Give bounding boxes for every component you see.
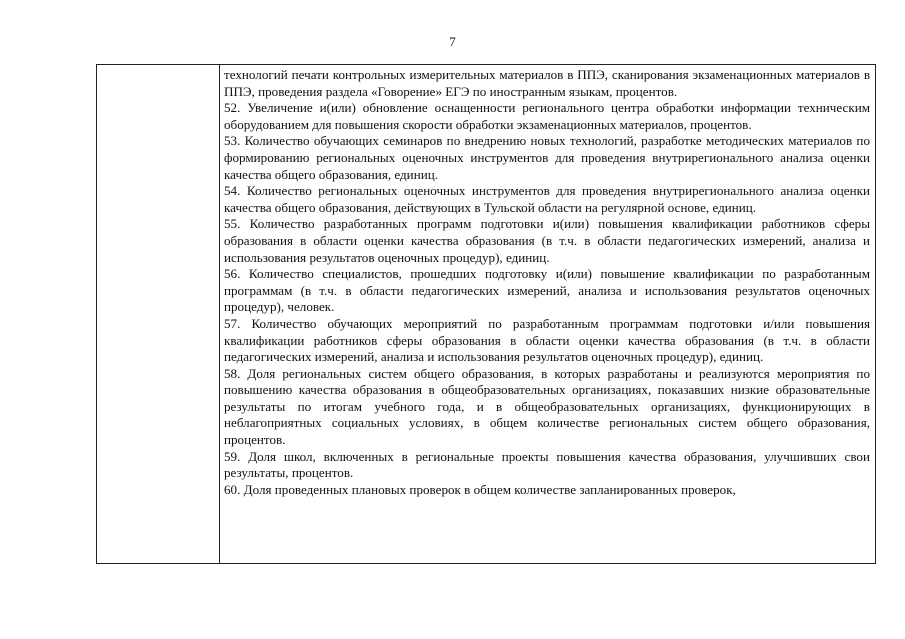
table-cell-empty xyxy=(97,65,219,563)
indicator-59: 59. Доля школ, включенных в региональные проекты повышения качества образования, улучшивших свои результаты, процентов. xyxy=(224,448,870,481)
indicator-56: 56. Количество специалистов, прошедших подготовку и(или) повышение квалификации по разработанным программам (в т.ч. в области педагогических измерений, анализа и использования результатов оценочных процедур), человек. xyxy=(224,266,870,315)
indicator-60: 60. Доля проведенных плановых проверок в общем количестве запланированных проверок, xyxy=(224,481,736,497)
indicator-52: 52. Увеличение и(или) обновление оснащенности регионального центра обработки информации техническим оборудованием для повышения скорости обработки экзаменационных материалов, процентов. xyxy=(224,100,870,132)
indicator-54: 54. Количество региональных оценочных инструментов для проведения внутрирегионального анализа оценки качества общего образования, действующих в Тульской области на регулярной основе, единиц. xyxy=(224,183,870,215)
column-divider xyxy=(219,65,220,563)
page-number: 7 xyxy=(449,34,456,49)
indicator-continuation: технологий печати контрольных измерительных материалов в ППЭ, сканирования экзаменационных материалов в ППЭ, проведения раздела «Говорение» ЕГЭ по иностранным языкам, процентов. xyxy=(224,67,870,99)
indicator-table xyxy=(96,64,876,564)
indicator-58: 58. Доля региональных систем общего образования, в которых разработаны и реализуются мероприятия по повышению качества образования в общеобразовательных организациях, показавших низкие образовательные результаты по итогам учебного года, и в общеобразовательных организациях, функционирующих в неблагоприятных социальных условиях, в общем количестве региональных систем общего образования, процентов. xyxy=(224,365,870,448)
indicator-57: 57. Количество обучающих мероприятий по разработанным программам подготовки и/или повышения квалификации работников сферы образования в области оценки качества образования (в т.ч. в области педагогических измерений, анализа и использования результатов оценочных процедур), единиц. xyxy=(224,315,870,365)
indicator-55: 55. Количество разработанных программ подготовки и(или) повышения квалификации работников сферы образования в области оценки качества образования (в т.ч. в области педагогических измерений, анализа и использования результатов оценочных процедур), единиц. xyxy=(224,216,870,265)
indicator-53: 53. Количество обучающих семинаров по внедрению новых технологий, разработке методических материалов по формированию региональных оценочных инструментов для проведения внутрирегионального анализа оценки качества общего образования, единиц. xyxy=(224,133,870,182)
indicator-list xyxy=(224,67,870,498)
